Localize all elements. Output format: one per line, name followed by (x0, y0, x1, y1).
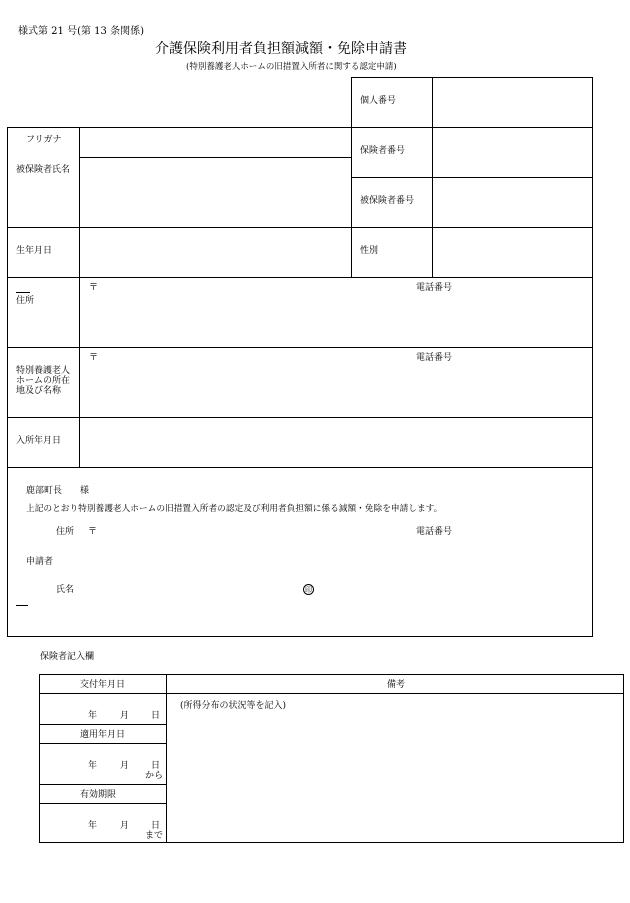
gender-field[interactable] (434, 229, 590, 275)
issue-date-field[interactable] (41, 695, 164, 722)
applicant-address-field[interactable] (100, 522, 400, 540)
applicant-name-label: 氏名 (56, 585, 75, 595)
insurer-number-label: 保険者番号 (360, 146, 406, 156)
applicant-phone-label: 電話番号 (416, 527, 453, 537)
effective-date-field[interactable] (41, 745, 164, 782)
insured-number-field[interactable] (434, 179, 590, 225)
address-label: 住所 (16, 296, 35, 306)
insurer-number-field[interactable] (434, 129, 590, 175)
applicant-postal-mark: 〒 (88, 527, 98, 537)
issue-day-unit: 日 (151, 711, 161, 721)
remarks-note: (所得分布の状況等を記入) (180, 701, 287, 711)
facility-label-line2: ホームの所在 (16, 376, 71, 386)
validity-date-field[interactable] (41, 805, 164, 841)
effective-date-label: 適用年月日 (80, 730, 126, 740)
applicant-name-field[interactable] (82, 580, 298, 598)
applicant-label: 申請者 (26, 557, 54, 567)
addressee: 鹿部町長 様 (26, 486, 90, 496)
insured-number-label: 被保険者番号 (360, 196, 415, 206)
insurer-section-heading: 保険者記入欄 (40, 652, 95, 662)
personal-number-field[interactable] (434, 79, 590, 125)
admission-date-label: 入所年月日 (16, 436, 62, 446)
page-subtitle: (特別養護老人ホームの旧措置入所者に関する認定申請) (186, 62, 397, 72)
remarks-label: 備考 (387, 680, 406, 690)
facility-field[interactable] (81, 349, 591, 415)
page-title: 介護保険利用者負担額減額・免除申請書 (155, 41, 407, 57)
birthdate-label: 生年月日 (16, 246, 53, 256)
validity-month-unit: 月 (120, 821, 130, 831)
effective-year-unit: 年 (88, 761, 98, 771)
validity-day-unit: 日 (151, 821, 161, 831)
furigana-field[interactable] (81, 129, 349, 156)
applicant-address-label: 住所 (56, 527, 75, 537)
insured-name-label: 被保険者氏名 (16, 165, 71, 175)
until-label: まで (145, 831, 164, 841)
issue-date-label: 交付年月日 (80, 680, 126, 690)
seal-icon: 印 (305, 586, 312, 594)
application-statement: 上記のとおり特別養護老人ホームの旧措置入所者の認定及び利用者負担額に係る減額・免除を申請します。 (26, 504, 443, 514)
birthdate-field[interactable] (81, 229, 349, 275)
address-field[interactable] (81, 279, 591, 345)
address-postal-mark: 〒 (89, 283, 99, 293)
gender-label: 性別 (360, 246, 379, 256)
facility-label-line3: 地及び名称 (16, 386, 62, 396)
insured-name-field[interactable] (81, 159, 349, 225)
from-label: から (145, 771, 164, 781)
validity-label: 有効期限 (80, 790, 117, 800)
validity-year-unit: 年 (88, 821, 98, 831)
effective-day-unit: 日 (151, 761, 161, 771)
effective-month-unit: 月 (120, 761, 130, 771)
facility-label-line1: 特別養護老人 (16, 366, 71, 376)
facility-phone-label: 電話番号 (416, 353, 453, 363)
admission-date-field[interactable] (81, 419, 591, 465)
remarks-field[interactable] (168, 695, 622, 841)
issue-month-unit: 月 (120, 711, 130, 721)
personal-number-label: 個人番号 (360, 96, 397, 106)
applicant-phone-field[interactable] (462, 522, 587, 540)
facility-postal-mark: 〒 (89, 353, 99, 363)
address-phone-label: 電話番号 (416, 283, 453, 293)
issue-year-unit: 年 (88, 711, 98, 721)
furigana-label: フリガナ (26, 135, 62, 145)
form-number: 様式第 21 号(第 13 条関係) (18, 26, 144, 37)
